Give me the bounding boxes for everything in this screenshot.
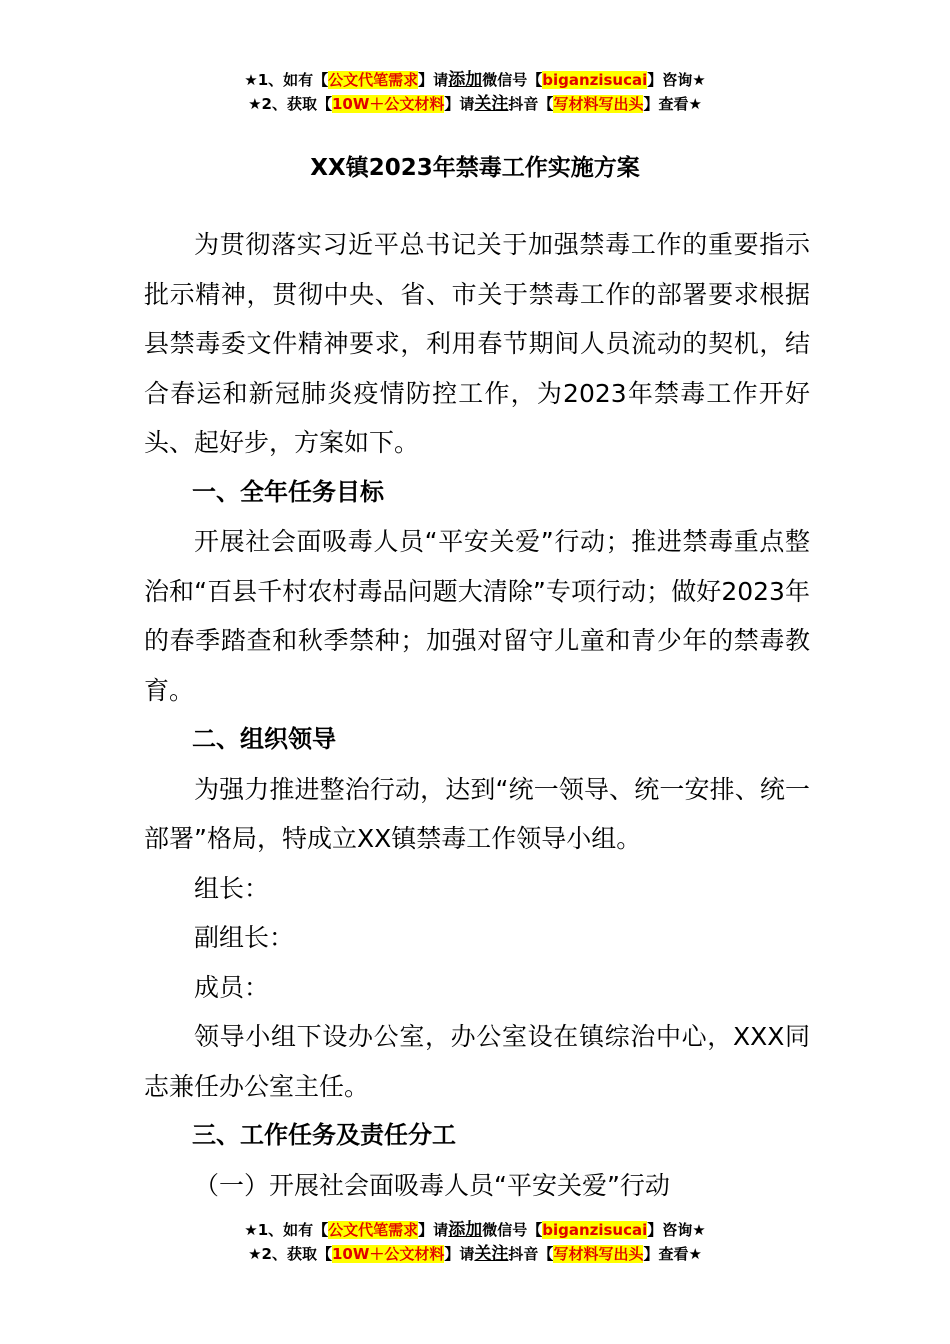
promo-highlight: biganzisucai bbox=[542, 71, 648, 89]
section-heading-tasks: 三、工作任务及责任分工 bbox=[192, 1121, 456, 1149]
leader-line: 组长： bbox=[194, 873, 270, 903]
promo-text: 】查看★ bbox=[643, 1245, 702, 1263]
promo-text: ★2、获取【 bbox=[248, 95, 332, 113]
promo-text: 】咨询★ bbox=[647, 71, 706, 89]
promo-text: ★1、如有【 bbox=[244, 1221, 329, 1239]
subsection-heading-care-action: （一）开展社会面吸毒人员“平安关爱”行动 bbox=[194, 1170, 670, 1200]
promo-highlight: biganzisucai bbox=[542, 1221, 648, 1239]
promo-line-1 bbox=[0, 1218, 950, 1242]
promo-highlight: 写材料写出头 bbox=[553, 95, 644, 113]
goals-paragraph: 开展社会面吸毒人员“平安关爱”行动；推进禁毒重点整治和“百县千村农村毒品问题大清除”专项行动；做好2023年的春季踏查和秋季禁种；加强对留守儿童和青少年的禁毒教育。 bbox=[144, 527, 810, 705]
promo-text: 微信号【 bbox=[482, 71, 543, 89]
promo-highlight: 公文代笔需求 bbox=[328, 1221, 419, 1239]
promo-text: 】请 bbox=[444, 1245, 475, 1263]
section-heading-goals: 一、全年任务目标 bbox=[192, 477, 384, 506]
organization-paragraph: 为强力推进整治行动，达到“统一领导、统一安排、统一部署”格局，特成立XX镇禁毒工作领导小组。 bbox=[144, 774, 810, 853]
document-title: XX镇2023年禁毒工作实施方案 bbox=[310, 155, 640, 181]
members-line: 成员： bbox=[194, 972, 270, 1002]
promo-text: 】请 bbox=[418, 71, 449, 89]
promo-emphasis: 添加 bbox=[448, 70, 483, 90]
promo-emphasis: 关注 bbox=[474, 1244, 509, 1264]
promo-text: ★2、获取【 bbox=[248, 1245, 332, 1263]
office-paragraph: 领导小组下设办公室，办公室设在镇综治中心，XXX同志兼任办公室主任。 bbox=[144, 1022, 810, 1101]
promo-emphasis: 添加 bbox=[448, 1220, 483, 1240]
promo-text: 】查看★ bbox=[643, 95, 702, 113]
intro-paragraph: 为贯彻落实习近平总书记关于加强禁毒工作的重要指示批示精神，贯彻中央、省、市关于禁毒工作的部署要求根据县禁毒委文件精神要求，利用春节期间人员流动的契机，结合春运和新冠肺炎疫情防控工作，为2023年禁毒工作开好头、起好步，方案如下。 bbox=[144, 230, 810, 457]
promo-header bbox=[0, 68, 950, 116]
promo-footer bbox=[0, 1218, 950, 1266]
promo-highlight: 写材料写出头 bbox=[553, 1245, 644, 1263]
deputy-leader-line: 副组长： bbox=[194, 923, 295, 952]
promo-text: 】请 bbox=[444, 95, 475, 113]
promo-highlight: 10W＋公文材料 bbox=[331, 95, 445, 113]
promo-text: 抖音【 bbox=[508, 1245, 554, 1263]
promo-highlight: 公文代笔需求 bbox=[328, 71, 419, 89]
promo-line-2 bbox=[0, 1242, 950, 1266]
promo-text: 】请 bbox=[418, 1221, 449, 1239]
promo-line-1 bbox=[0, 68, 950, 92]
document-body bbox=[144, 220, 810, 1210]
promo-text: 抖音【 bbox=[508, 95, 554, 113]
section-heading-organization: 二、组织领导 bbox=[192, 725, 336, 753]
promo-text: 微信号【 bbox=[482, 1221, 543, 1239]
promo-emphasis: 关注 bbox=[474, 94, 509, 114]
promo-text: ★1、如有【 bbox=[244, 71, 329, 89]
promo-line-2 bbox=[0, 92, 950, 116]
promo-highlight: 10W＋公文材料 bbox=[331, 1245, 445, 1263]
promo-text: 】咨询★ bbox=[647, 1221, 706, 1239]
